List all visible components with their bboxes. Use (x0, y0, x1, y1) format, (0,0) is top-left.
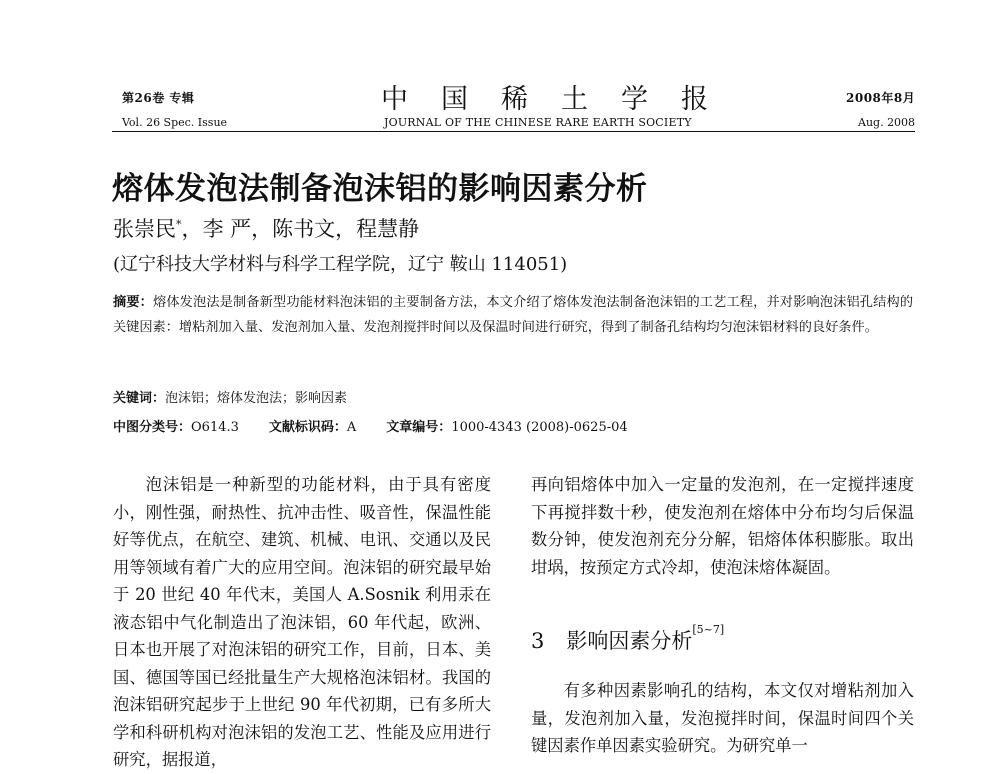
section-number: 3 (531, 629, 545, 653)
abstract-text: 熔体发泡法是制备新型功能材料泡沫铝的主要制备方法，本文介绍了熔体发泡法制备泡沫铝的工艺工程，并对影响泡沫铝孔结构的关键因素：增粘剂加入量、发泡剂加入量、发泡剂搅拌时间以及保温时间进行研究，得到了制备孔结构均匀泡沫铝材料的良好条件。 (113, 295, 914, 335)
right-column (531, 471, 914, 581)
abstract (113, 290, 913, 340)
abstract-label: 摘要： (113, 295, 154, 310)
other-authors: ，李 严，陈书文，程慧静 (181, 217, 420, 241)
date-en: Aug. 2008 (858, 116, 916, 129)
section-title: 影响因素分析 (566, 629, 693, 653)
clc-label: 中图分类号： (113, 420, 192, 435)
journal-title-en: JOURNAL OF THE CHINESE RARE EARTH SOCIETY (384, 116, 692, 129)
left-column (113, 471, 491, 774)
date-cn: 2008年8月 (846, 91, 916, 105)
classification-line (113, 416, 628, 435)
keywords: 泡沫铝；熔体发泡法；影响因素 (165, 391, 348, 406)
keywords-line (113, 387, 347, 406)
right-column-lower (531, 677, 914, 760)
header-rule (112, 131, 915, 132)
affiliation: (辽宁科技大学材料与科学工程学院，辽宁 鞍山 114051) (113, 254, 568, 275)
volume-issue-cn: 第26卷 专辑 (122, 91, 195, 105)
volume-issue-en: Vol. 26 Spec. Issue (122, 116, 228, 129)
doc-code-label: 文献标识码： (268, 420, 347, 435)
article-no-label: 文章编号： (386, 420, 452, 435)
section-citation: [5~7] (692, 623, 725, 636)
journal-title-cn: 中国稀土学报 (381, 84, 741, 115)
author-list (113, 213, 419, 243)
doc-code: A (346, 420, 357, 435)
intro-paragraph: 泡沫铝是一种新型的功能材料，由于具有密度小，刚性强，耐热性、抗冲击性、吸音性，保温性能好等优点，在航空、建筑、机械、电讯、交通以及民用等领域有着广大的应用空间。泡沫铝的研究最早始于 20 世纪 40 年代末，美国人 A.Sosnik 利用汞在液态铝中气化制造出了泡沫铝，60 年代起，欧洲、日本也开展了对泡沫铝的研究工作，目前，日本、美国、德国等国已经批量生产大规格泡沫铝材。我国的泡沫铝研究起步于上世纪 90 年代初期，已有多所大学和科研机构对泡沫铝的发泡工艺、性能及应用进行研究，据报道， (113, 475, 491, 769)
clc-number: O614.3 (191, 420, 239, 435)
article-title: 熔体发泡法制备泡沫铝的影响因素分析 (112, 171, 648, 207)
factors-paragraph: 有多种因素影响孔的结构，本文仅对增粘剂加入量，发泡剂加入量，发泡搅拌时间，保温时间四个关键因素作单因素实验研究。为研究单一 (531, 681, 914, 755)
first-author: 张崇民 (113, 217, 176, 241)
process-paragraph: 再向铝熔体中加入一定量的发泡剂，在一定搅拌速度下再搅拌数十秒，使发泡剂在熔体中分布均匀后保温数分钟，使发泡剂充分分解，铝熔体体积膨胀。取出坩埚，按预定方式冷却，使泡沫熔体凝固。 (531, 475, 914, 577)
corresponding-mark: * (176, 218, 182, 231)
keywords-label: 关键词： (113, 391, 166, 406)
article-number: 1000-4343 (2008)-0625-04 (451, 420, 628, 435)
section-heading (531, 625, 724, 655)
